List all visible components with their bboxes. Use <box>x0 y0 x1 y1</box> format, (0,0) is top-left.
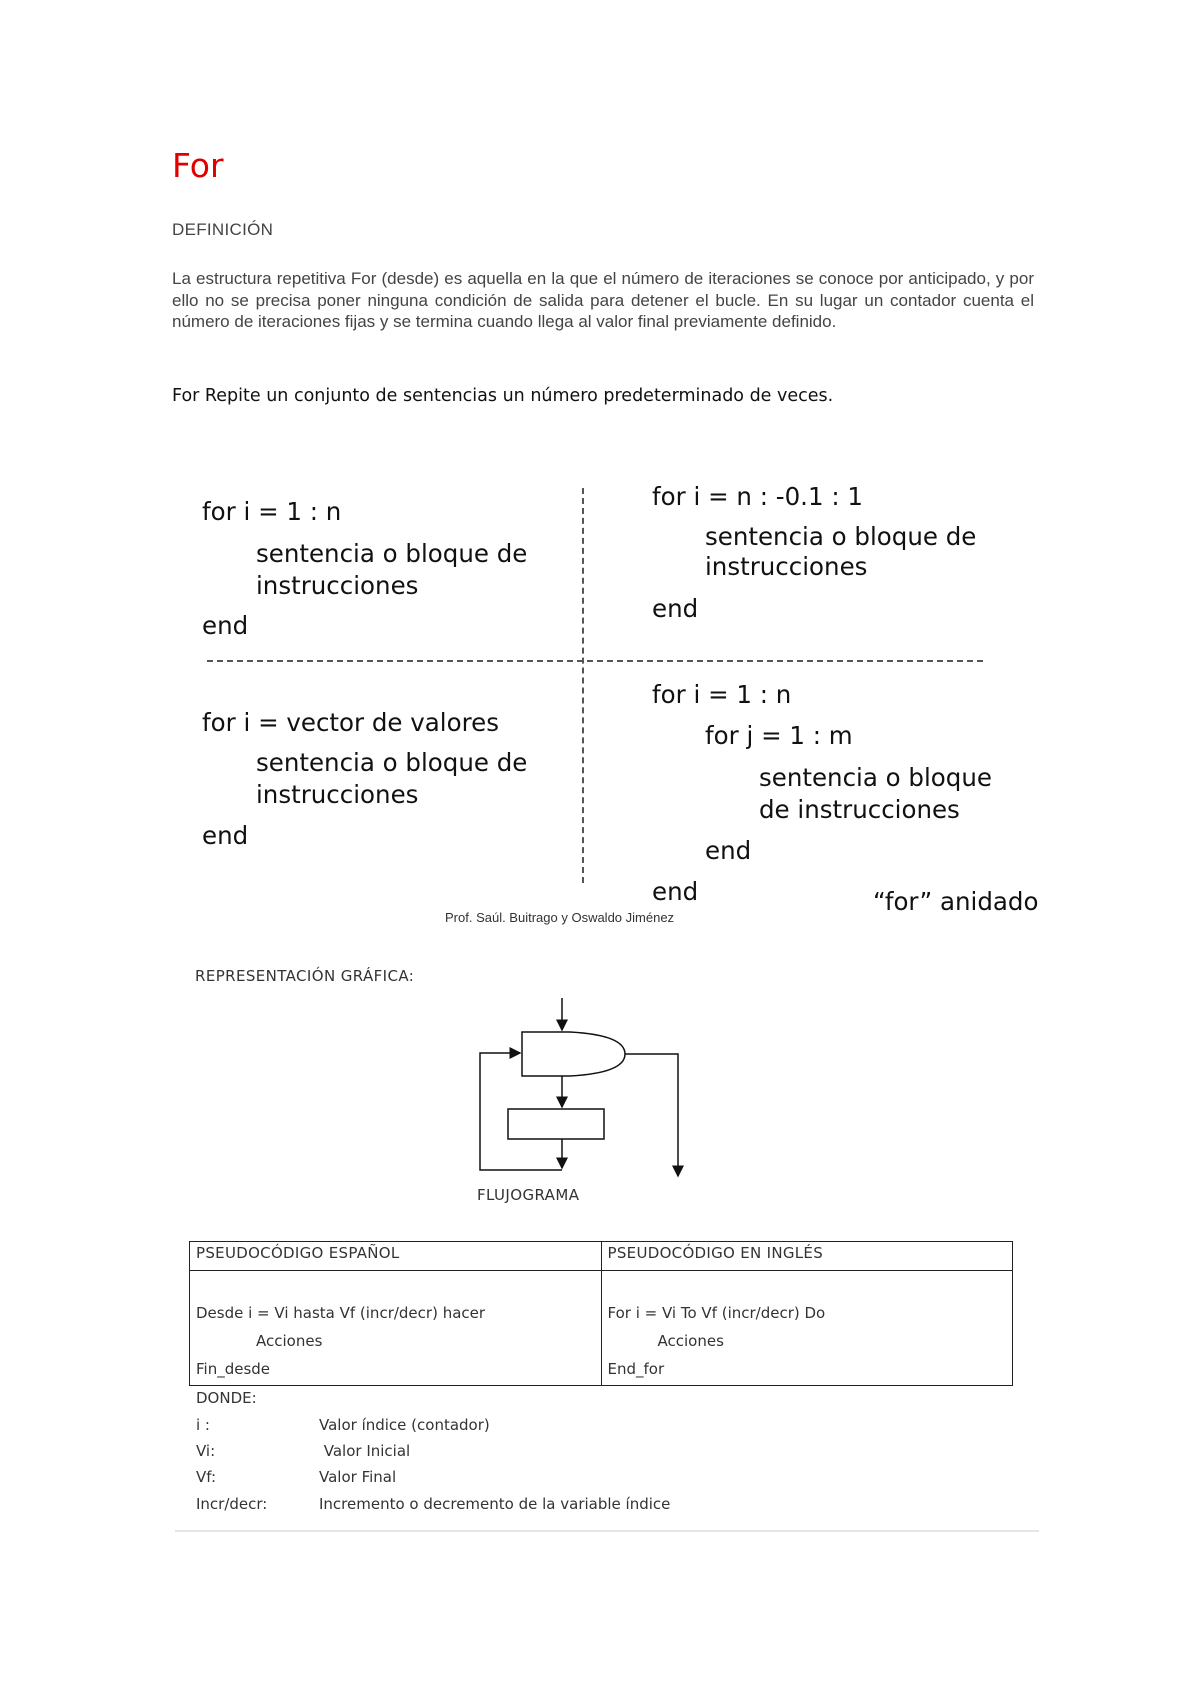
code-top-left-line2: sentencia o bloque de <box>256 539 528 568</box>
donde-desc: Incremento o decremento de la variable índice <box>319 1495 671 1513</box>
figure-credit: Prof. Saúl. Buitrago y Oswaldo Jiménez <box>445 910 675 925</box>
definition-paragraph: La estructura repetitiva For (desde) es aquella en la que el número de iteraciones se conoce por anticipado, y por ello no se precisa poner ninguna condición de salida para detener el bucle. En su lugar un contador cuenta el número de iteraciones fijas y se termina cuando llega al valor final previamente definido. <box>172 269 1034 331</box>
english-line-2: Acciones <box>657 1332 724 1350</box>
donde-heading: DONDE: <box>196 1389 257 1407</box>
bottom-divider <box>175 1530 1039 1532</box>
donde-row <box>196 1442 410 1460</box>
donde-term: Vf: <box>196 1468 217 1486</box>
code-bottom-right-line6: end <box>652 877 699 906</box>
definition-heading: DEFINICIÓN <box>172 220 274 239</box>
spanish-header: PSEUDOCÓDIGO ESPAÑOL <box>190 1242 602 1271</box>
donde-term: Vi: <box>196 1442 216 1460</box>
code-top-right-line2: sentencia o bloque de <box>705 522 977 551</box>
donde-row <box>196 1468 396 1486</box>
loop-header-shape <box>522 1032 625 1076</box>
exit-arrow <box>625 1054 678 1176</box>
code-bottom-left-line1: for i = vector de valores <box>202 708 499 737</box>
spanish-line-3: Fin_desde <box>196 1360 271 1378</box>
code-bottom-left-line4: end <box>202 821 249 850</box>
english-header: PSEUDOCÓDIGO EN INGLÉS <box>601 1242 1013 1271</box>
pseudocode-table <box>189 1241 1013 1386</box>
code-bottom-right-line4: de instrucciones <box>759 795 960 824</box>
english-pseudocode <box>601 1271 1013 1386</box>
code-top-right-line1: for i = n : -0.1 : 1 <box>652 482 863 511</box>
english-line-3: End_for <box>607 1360 665 1378</box>
code-top-right-line4: end <box>652 594 699 623</box>
donde-desc: Valor Inicial <box>319 1442 411 1460</box>
graphic-heading: REPRESENTACIÓN GRÁFICA: <box>195 967 415 985</box>
english-line-1: For i = Vi To Vf (incr/decr) Do <box>607 1304 826 1322</box>
code-top-right-line3: instrucciones <box>705 552 868 581</box>
flowchart-label: FLUJOGRAMA <box>477 1186 580 1204</box>
donde-row <box>196 1416 490 1434</box>
page-title: For <box>172 146 224 185</box>
spanish-line-1: Desde i = Vi hasta Vf (incr/decr) hacer <box>196 1304 486 1322</box>
donde-desc: Valor índice (contador) <box>319 1416 490 1434</box>
process-box <box>508 1109 604 1139</box>
code-bottom-left-line3: instrucciones <box>256 780 419 809</box>
table-row <box>190 1271 1013 1386</box>
donde-term: i : <box>196 1416 210 1434</box>
spanish-pseudocode <box>190 1271 602 1386</box>
code-top-left-line4: end <box>202 611 249 640</box>
nested-for-label: “for” anidado <box>873 887 1039 916</box>
code-bottom-right-line3: sentencia o bloque <box>759 763 992 792</box>
spanish-line-2: Acciones <box>256 1332 323 1350</box>
donde-row <box>196 1495 670 1513</box>
vertical-divider <box>582 488 584 883</box>
code-bottom-right-line5: end <box>705 836 752 865</box>
donde-desc: Valor Final <box>319 1468 397 1486</box>
code-bottom-right-line1: for i = 1 : n <box>652 680 792 709</box>
code-top-left-line3: instrucciones <box>256 571 419 600</box>
donde-term: Incr/decr: <box>196 1495 268 1513</box>
horizontal-divider <box>207 660 983 662</box>
code-bottom-left-line2: sentencia o bloque de <box>256 748 528 777</box>
code-bottom-right-line2: for j = 1 : m <box>705 721 853 750</box>
for-summary: For Repite un conjunto de sentencias un número predeterminado de veces. <box>172 386 834 406</box>
flowchart-diagram <box>470 990 700 1185</box>
code-top-left-line1: for i = 1 : n <box>202 497 342 526</box>
table-header-row <box>190 1242 1013 1271</box>
